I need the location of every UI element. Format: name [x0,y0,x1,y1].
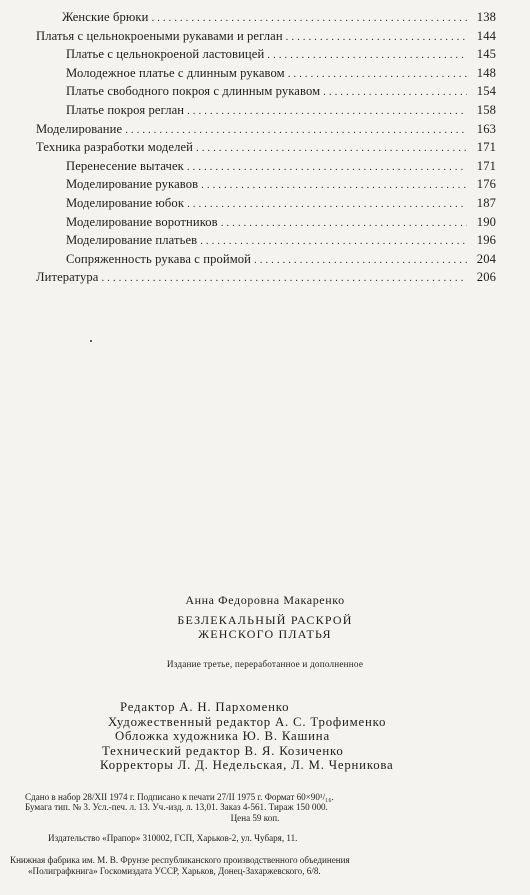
toc-entry-title: Сопряженность рукава с проймой [66,251,252,266]
toc-entry-page: 204 [476,251,496,266]
toc-entry [36,47,496,66]
printing-details-line-1: Сдано в набор 28/XII 1974 г. Подписано к печати 27/II 1975 г. Формат 60×90¹/₁₆. [25,792,334,802]
printing-house [10,855,530,877]
credits-block [100,700,500,773]
printing-details [25,792,525,823]
toc-entry [36,196,496,215]
toc-entry-title: Платья с цельнокроеными рукавами и реглан [36,28,283,43]
toc-entry-title: Молодежное платье с длинным рукавом [66,65,285,80]
credit-cover-artist: Обложка художника Ю. В. Кашина [115,729,330,744]
toc-leader-dots [221,217,467,229]
print-speck [90,340,92,342]
edition-note: Издание третье, переработанное и дополненное [166,659,364,669]
toc-leader-dots [254,254,467,266]
toc-entry-page: 144 [476,28,496,43]
printing-details-line-2: Бумага тип. № 3. Усл.-печ. л. 13. Уч.-изд. л. 13,01. Заказ 4-561. Тираж 150 000. [25,802,328,813]
credit-proofreaders: Корректоры Л. Д. Недельская, Л. М. Черникова [100,758,394,773]
toc-leader-dots [187,105,467,117]
credit-editor: Редактор А. Н. Пархоменко [120,700,290,714]
author-name: Анна Федоровна Макаренко [185,593,345,607]
credit-art-editor: Художественный редактор А. С. Трофименко [108,714,387,729]
toc-entry-title: Литература [36,270,99,285]
toc-leader-dots [267,49,467,61]
publisher-address: Издательство «Прапор» 310002, ГСП, Харьков-2, ул. Чубаря, 11. [48,833,298,843]
toc-entry [36,10,496,29]
toc-leader-dots [200,235,467,247]
toc-entry [36,177,496,196]
toc-leader-dots [196,142,467,154]
toc-entry-title: Женские брюки [62,10,149,24]
toc-entry-title: Моделирование рукавов [66,177,199,192]
toc-entry-page: 206 [476,270,496,285]
toc-entry [36,84,496,103]
printing-house-line-1: Книжная фабрика им. М. В. Фрунзе республиканского производственного объединения [10,855,350,865]
toc-entry [36,215,496,234]
toc-leader-dots [323,86,467,98]
toc-entry [36,233,496,252]
toc-entry-page: 176 [476,177,496,192]
toc-entry-page: 196 [476,233,496,248]
toc-entry-title: Техника разработки моделей [36,140,193,155]
toc-leader-dots [101,272,467,284]
toc-entry-title: Платье с цельнокроеной ластовицей [66,47,265,62]
credit-technical-editor: Технический редактор В. Я. Козиченко [102,743,344,758]
toc-entry-page: 145 [476,47,496,62]
toc-entry [36,140,496,159]
book-title-line-1: БЕЗЛЕКАЛЬНЫЙ РАСКРОЙ [177,613,353,627]
book-title [0,613,530,641]
toc-entry-page: 148 [476,65,496,80]
toc-entry-title: Платье покроя реглан [66,102,185,117]
toc-entry-title: Моделирование платьев [66,233,198,248]
toc-entry [36,103,496,122]
printing-house-line-2: «Полиграфкнига» Госкомиздата УССР, Харьков, Донец-Захаржевского, 6/8. [28,865,321,876]
toc-entry [36,270,496,289]
toc-entry-title: Моделирование воротников [66,214,218,229]
toc-entry-page: 138 [476,10,496,24]
toc-leader-dots [151,12,467,24]
toc-entry-page: 190 [476,214,496,229]
toc-entry-title: Моделирование юбок [66,195,185,210]
toc-entry-title: Моделирование [36,121,123,136]
toc-entry-page: 187 [476,195,496,210]
toc-leader-dots [286,31,467,43]
toc-leader-dots [125,124,467,136]
toc-entry [36,252,496,271]
toc-entry-title: Перенесение вытачек [66,158,184,173]
book-title-line-2: ЖЕНСКОГО ПЛАТЬЯ [198,627,332,641]
table-of-contents [36,10,496,289]
toc-leader-dots [288,68,467,80]
toc-leader-dots [187,198,467,210]
toc-entry-page: 154 [476,84,496,99]
toc-entry-page: 171 [476,158,496,173]
price: Цена 59 коп. [230,812,280,823]
toc-entry-page: 158 [476,102,496,117]
toc-entry [36,122,496,141]
toc-entry-page: 171 [476,140,496,155]
toc-entry-title: Платье свободного покроя с длинным рукавом [66,84,321,99]
toc-entry-page: 163 [476,121,496,136]
toc-entry [36,159,496,178]
toc-leader-dots [201,179,467,191]
toc-entry [36,66,496,85]
toc-entry [36,29,496,48]
toc-leader-dots [187,161,467,173]
